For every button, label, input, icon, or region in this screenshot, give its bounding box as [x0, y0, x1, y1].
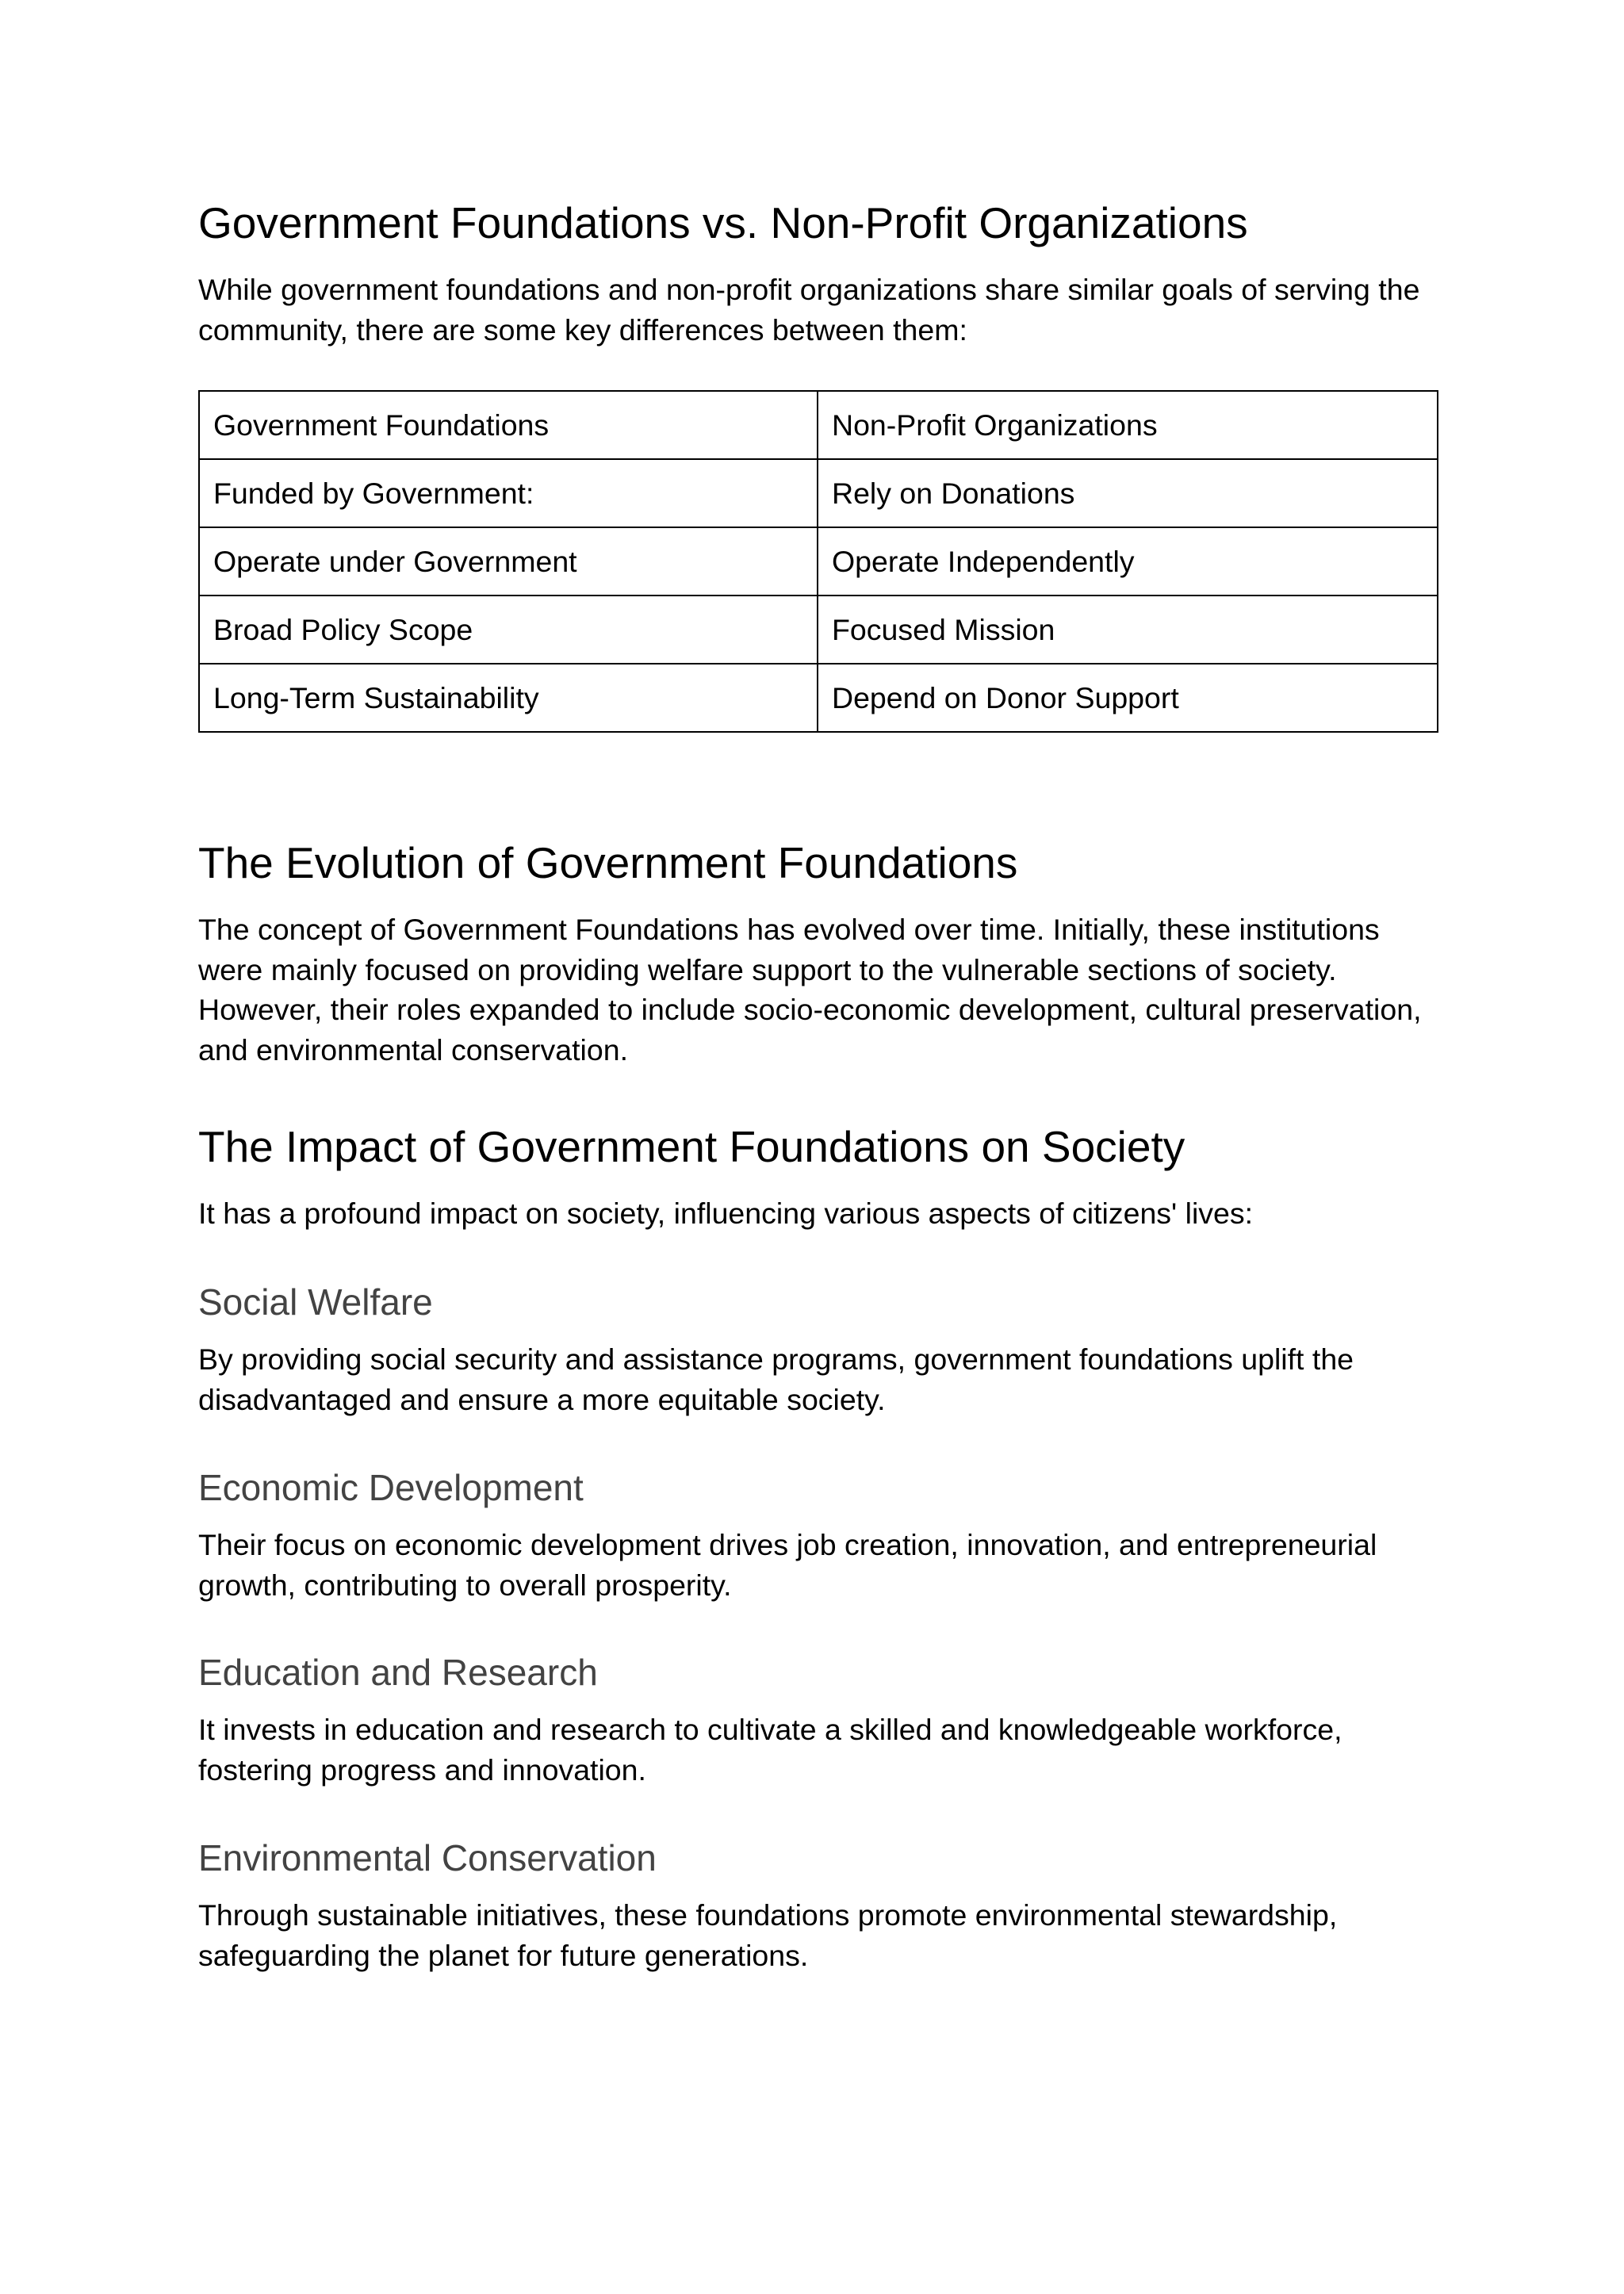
comparison-intro: While government foundations and non-profit organizations share similar goals of serving the community, there are some key differences between them:	[198, 273, 1420, 347]
table-cell: Broad Policy Scope	[199, 596, 818, 664]
table-cell: Operate under Government	[199, 527, 818, 596]
economic-development-body: Their focus on economic development drives job creation, innovation, and entrepreneurial growth, contributing to overall prosperity.	[198, 1528, 1377, 1602]
social-welfare-heading: Social Welfare	[198, 1281, 433, 1323]
education-research-heading: Education and Research	[198, 1652, 598, 1693]
environmental-conservation-heading: Environmental Conservation	[198, 1837, 657, 1878]
table-row	[199, 527, 1438, 596]
environmental-conservation-body: Through sustainable initiatives, these foundations promote environmental stewardship, safeguarding the planet for future generations.	[198, 1898, 1338, 1972]
table-cell: Funded by Government:	[199, 459, 818, 527]
evolution-heading: The Evolution of Government Foundations	[198, 838, 1018, 887]
table-cell: Depend on Donor Support	[818, 664, 1438, 732]
table-cell: Government Foundations	[199, 391, 818, 459]
education-research-body: It invests in education and research to cultivate a skilled and knowledgeable workforce, fostering progress and innovation.	[198, 1713, 1342, 1787]
table-cell: Long-Term Sustainability	[199, 664, 818, 732]
economic-development-heading: Economic Development	[198, 1467, 584, 1508]
table-cell: Non-Profit Organizations	[818, 391, 1438, 459]
table-cell: Operate Independently	[818, 527, 1438, 596]
table-row	[199, 596, 1438, 664]
table-cell: Rely on Donations	[818, 459, 1438, 527]
comparison-table	[198, 390, 1438, 733]
table-row	[199, 664, 1438, 732]
evolution-body: The concept of Government Foundations has evolved over time. Initially, these institutions were mainly focused on providing welfare support to the vulnerable sections of society. However, their roles expanded to include socio-economic development, cultural preservation, and environmental conservation.	[198, 913, 1422, 1067]
comparison-heading: Government Foundations vs. Non-Profit Organizations	[198, 198, 1248, 247]
table-row	[199, 459, 1438, 527]
social-welfare-body: By providing social security and assistance programs, government foundations uplift the disadvantaged and ensure a more equitable society.	[198, 1342, 1354, 1416]
table-cell: Focused Mission	[818, 596, 1438, 664]
impact-heading: The Impact of Government Foundations on Society	[198, 1122, 1185, 1171]
table-row	[199, 391, 1438, 459]
impact-intro: It has a profound impact on society, influencing various aspects of citizens' lives:	[198, 1197, 1254, 1230]
